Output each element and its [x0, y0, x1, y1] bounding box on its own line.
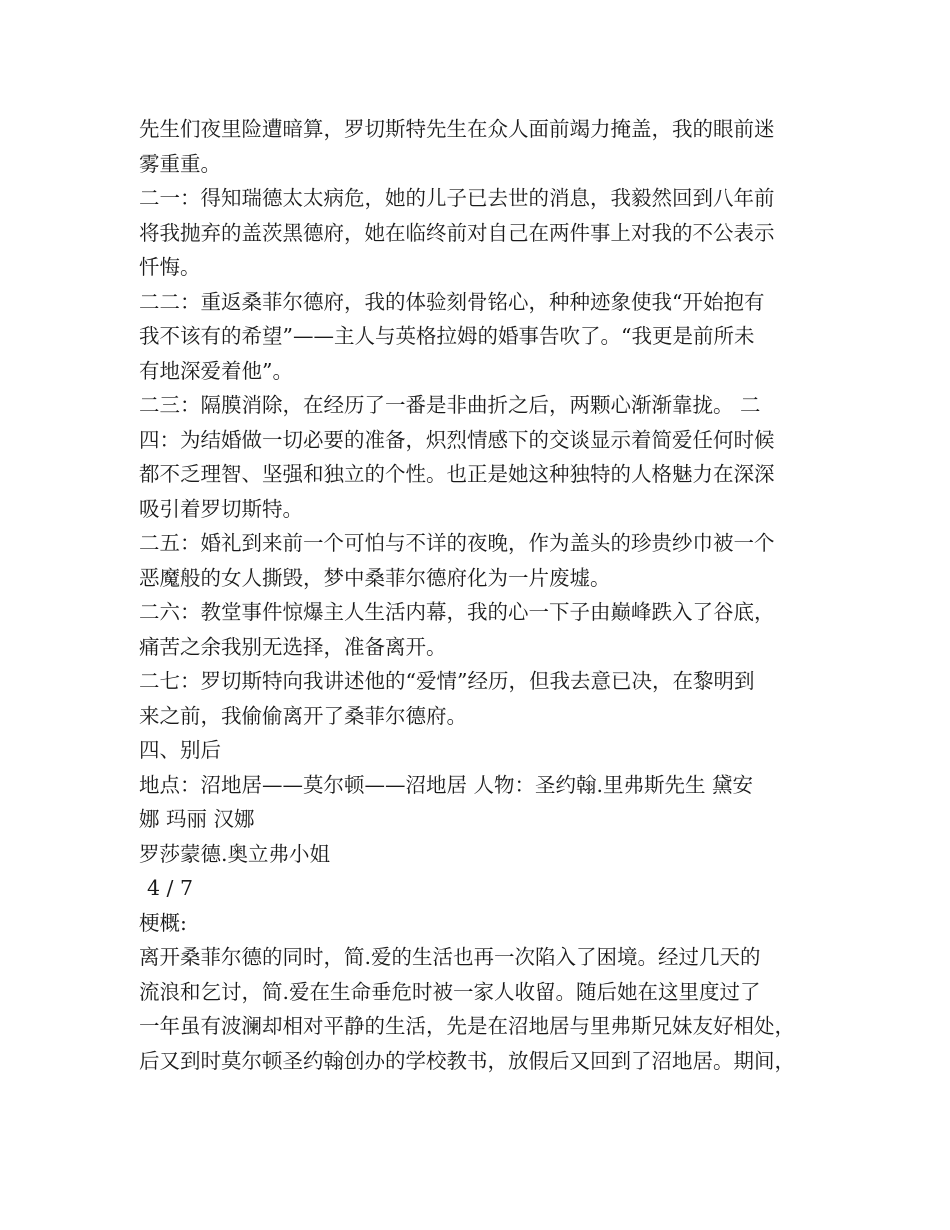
text-line: 二六：教堂事件惊爆主人生活内幕，我的心一下子由巅峰跌入了谷底， — [139, 600, 775, 624]
text-line: 离开桑菲尔德的同时，简.爱的生活也再一次陷入了困境。经过几天的 — [139, 945, 761, 969]
text-line: 地点：沼地居——莫尔顿——沼地居 人物：圣约翰.里弗斯先生 黛安 — [139, 772, 754, 797]
text-line: 流浪和乞讨，简.爱在生命垂危时被一家人收留。随后她在这里度过了 — [139, 979, 761, 1004]
text-line: 后又到时莫尔顿圣约翰创办的学校教书，放假后又回到了沼地居。期间， — [139, 1048, 795, 1073]
text-line: 一年虽有波澜却相对平静的生活，先是在沼地居与里弗斯兄妹友好相处， — [139, 1014, 795, 1038]
text-line: 二三：隔膜消除，在经历了一番是非曲折之后，两颗心渐渐靠拢。 二 — [139, 393, 761, 417]
text-line: 忏悔。 — [139, 255, 201, 279]
text-line: 二二：重返桑菲尔德府，我的体验刻骨铭心，种种迹象使我“开始抱有 — [139, 289, 765, 314]
text-line: 罗莎蒙德.奥立弗小姐 — [139, 841, 331, 866]
text-line: 将我抛弃的盖茨黑德府，她在临终前对自己在两件事上对我的不公表示 — [139, 220, 775, 245]
text-line: 雾重重。 — [139, 151, 221, 176]
text-line: 有地深爱着他”。 — [139, 358, 293, 383]
text-line: 吸引着罗切斯特。 — [139, 496, 303, 521]
section-heading: 四、别后 — [139, 738, 221, 762]
text-line: 二七：罗切斯特向我讲述他的“爱情”经历，但我去意已决，在黎明到 — [139, 669, 755, 693]
text-line: 四：为结婚做一切必要的准备，炽烈情感下的交谈显示着简爱任何时候 — [139, 427, 775, 452]
text-line: 恶魔般的女人撕毁，梦中桑菲尔德府化为一片废墟。 — [139, 565, 611, 590]
document-page — [139, 112, 819, 1078]
text-line: 痛苦之余我别无选择，准备离开。 — [139, 634, 447, 659]
text-line: 我不该有的希望”——主人与英格拉姆的婚事告吹了。“我更是前所未 — [139, 324, 755, 348]
text-line: 来之前，我偷偷离开了桑菲尔德府。 — [139, 703, 467, 728]
text-line: 先生们夜里险遭暗算，罗切斯特先生在众人面前竭力掩盖，我的眼前迷 — [139, 117, 775, 141]
page-number: 4 / 7 — [147, 876, 194, 900]
text-line: 二一：得知瑞德太太病危，她的儿子已去世的消息，我毅然回到八年前 — [139, 186, 775, 210]
text-line: 娜 玛丽 汉娜 — [139, 807, 255, 831]
text-line: 都不乏理智、坚强和独立的个性。也正是她这种独特的人格魅力在深深 — [139, 462, 775, 486]
subheading: 梗概: — [139, 910, 187, 935]
text-line: 二五：婚礼到来前一个可怕与不详的夜晚，作为盖头的珍贵纱巾被一个 — [139, 531, 775, 555]
